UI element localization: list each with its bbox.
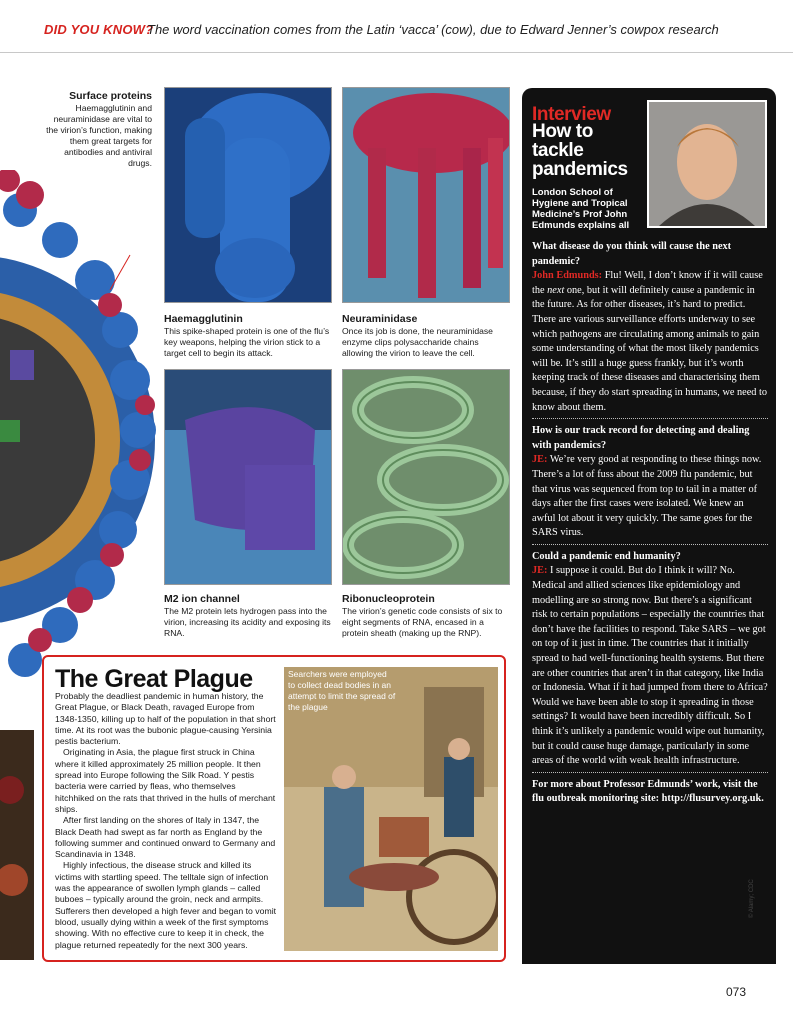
interview-question: How is our track record for detecting and dealing with pandemics? [532,425,750,451]
did-you-know-label: DID YOU KNOW? [44,22,154,37]
answer-speaker: JE: [532,454,548,466]
plague-paragraph: Originating in Asia, the plague first struck in China where it killed approximately 25 million people. It then spread into Europe following the Silk Road. Y pestis bacteria were carried by fleas, who themselves hitchhiked on the rats that thrived in the hulls of merchant ships. [55,747,276,814]
plague-paragraph: After first landing on the shores of Italy in 1347, the Black Death had swept as far north as England by the following summer and continued onward to Germany and Scandinavia in 1348. [55,815,276,860]
panel-text: Once its job is done, the neuraminidase enzyme clips polysaccharide chains allowing the virion to leave the cell. [342,326,493,358]
answer-text: I suppose it could. But do I think it will? No. Medical and allied sciences like epidemiology and modelling are so strong now. But there’s a significant risk to certain populations – especially the countries that don’t have the facilities to respond. Take SARS – we got on top of it just in time. The countries that it initially spread to had well-functioning health systems. But there are other countries that aren’t in that category, like India or Indonesia. What if it had jumped from there to Africa? Would we have been able to stop it spreading in those settings? It would have been incredibly difficult. So I think it’s unlikely a pandemic would wipe out humanity, but it could cause huge damage, particularly in some areas of the world with weak health infrastructure. [532,565,768,767]
virus-illustration [0,170,160,710]
photo-credit: © Alamy; CDC [749,879,755,918]
virus-detail-illustration [0,730,34,960]
answer-text: We’re very good at responding to these things now. There’s a lot of fuss about the 2009 flu pandemic, but that virus was sequenced from top to tail in a matter of days after the first cases were isolated. We knew an awful lot about it very quickly. The same goes for the SARS virus. [532,454,762,539]
interview-answer [532,564,768,768]
m2-ion-channel-image [164,369,332,585]
answer-speaker: JE: [532,565,548,577]
panel-text: The virion’s genetic code consists of six to eight segments of RNA, encased in a protein sheath (making up the RNP). [342,606,503,638]
interview-title: How to tackle pandemics [532,121,628,180]
surface-proteins-heading: Surface proteins [69,90,152,102]
surface-proteins-text: Haemagglutinin and neuraminidase are vital to the virion’s function, making them great targets for antibodies and antiviral drugs. [46,103,152,168]
plague-image-caption: Searchers were employed to collect dead bodies in an attempt to limit the spread of the plague [288,669,396,712]
interview-body [532,240,768,807]
interview-answer [532,269,768,415]
haemagglutinin-image [164,87,332,303]
interview-question: What disease do you think will cause the next pandemic? [532,241,732,267]
plague-paragraph: Highly infectious, the disease struck and killed its victims with startling speed. The telltale sign of infection was the appearance of swollen lymph glands – called buboes – typically around the groin, neck and armpits. Sufferers then developed a high fever and began to vomit blood, usually dying within a week of the first symptoms showing. With no effective cure to keep it in check, the plague returned repeatedly for the next 300 years. [55,860,277,950]
page-number: 073 [726,985,747,999]
divider [532,544,768,545]
interview-answer [532,453,768,541]
panel-text: This spike-shaped protein is one of the flu’s key weapons, helping the virion stick to a target cell to begin its attack. [164,326,330,358]
interview-kicker: Interview [532,104,611,125]
great-plague-text [55,691,277,951]
panel-heading: M2 ion channel [164,593,240,605]
haemagglutinin-caption [164,312,336,359]
panel-heading: Haemagglutinin [164,313,243,325]
answer-text: one, but it will definitely cause a pandemic in the future. As for other diseases, it’s hard to predict. There are various surveillance efforts underway to see which pathogens are circulating among animals to gain some understanding of what the most likely pandemics will be. It’s still a huge guess frankly, but it’s worth keeping track of these diseases and characterising them because, if they do start spreading in humans, we need to know about them. [532,284,768,413]
answer-speaker: John Edmunds: [532,270,603,282]
interview-question: Could a pandemic end humanity? [532,550,681,562]
divider [532,772,768,773]
divider [532,418,768,419]
interview-footer: For more about Professor Edmunds’ work, visit the flu outbreak monitoring site: http://flusurvey.org.uk. [532,778,764,805]
neuraminidase-image [342,87,510,303]
did-you-know-banner [0,0,793,53]
panel-text: The M2 protein lets hydrogen pass into the virion, increasing its acidity and exposing its RNA. [164,606,331,638]
ribonucleoprotein-image [342,369,510,585]
interview-intro: London School of Hygiene and Tropical Medicine’s Prof John Edmunds explains all [532,187,630,231]
answer-emphasis: next [547,284,565,296]
neuraminidase-caption [342,312,510,359]
great-plague-title: The Great Plague [55,665,253,693]
answer-text: Flu! Well, I don’t know if it will cause the [532,270,763,296]
ribonucleoprotein-caption [342,592,510,639]
did-you-know-fact: The word vaccination comes from the Latin ‘vacca’ (cow), due to Edward Jenner’s cowpox research [147,22,719,37]
surface-proteins-caption [40,90,152,169]
professor-portrait [647,100,767,228]
panel-heading: Ribonucleoprotein [342,593,435,605]
plague-illustration [284,667,498,951]
m2-ion-channel-caption [164,592,332,639]
plague-paragraph: Probably the deadliest pandemic in human history, the Great Plague, or Black Death, ravaged Europe from 1348-1350, killing up to half of the population in that short time. At its root was the bubonic plague-causing Yersinia pestis bacterium. [55,691,276,747]
panel-heading: Neuraminidase [342,313,418,325]
